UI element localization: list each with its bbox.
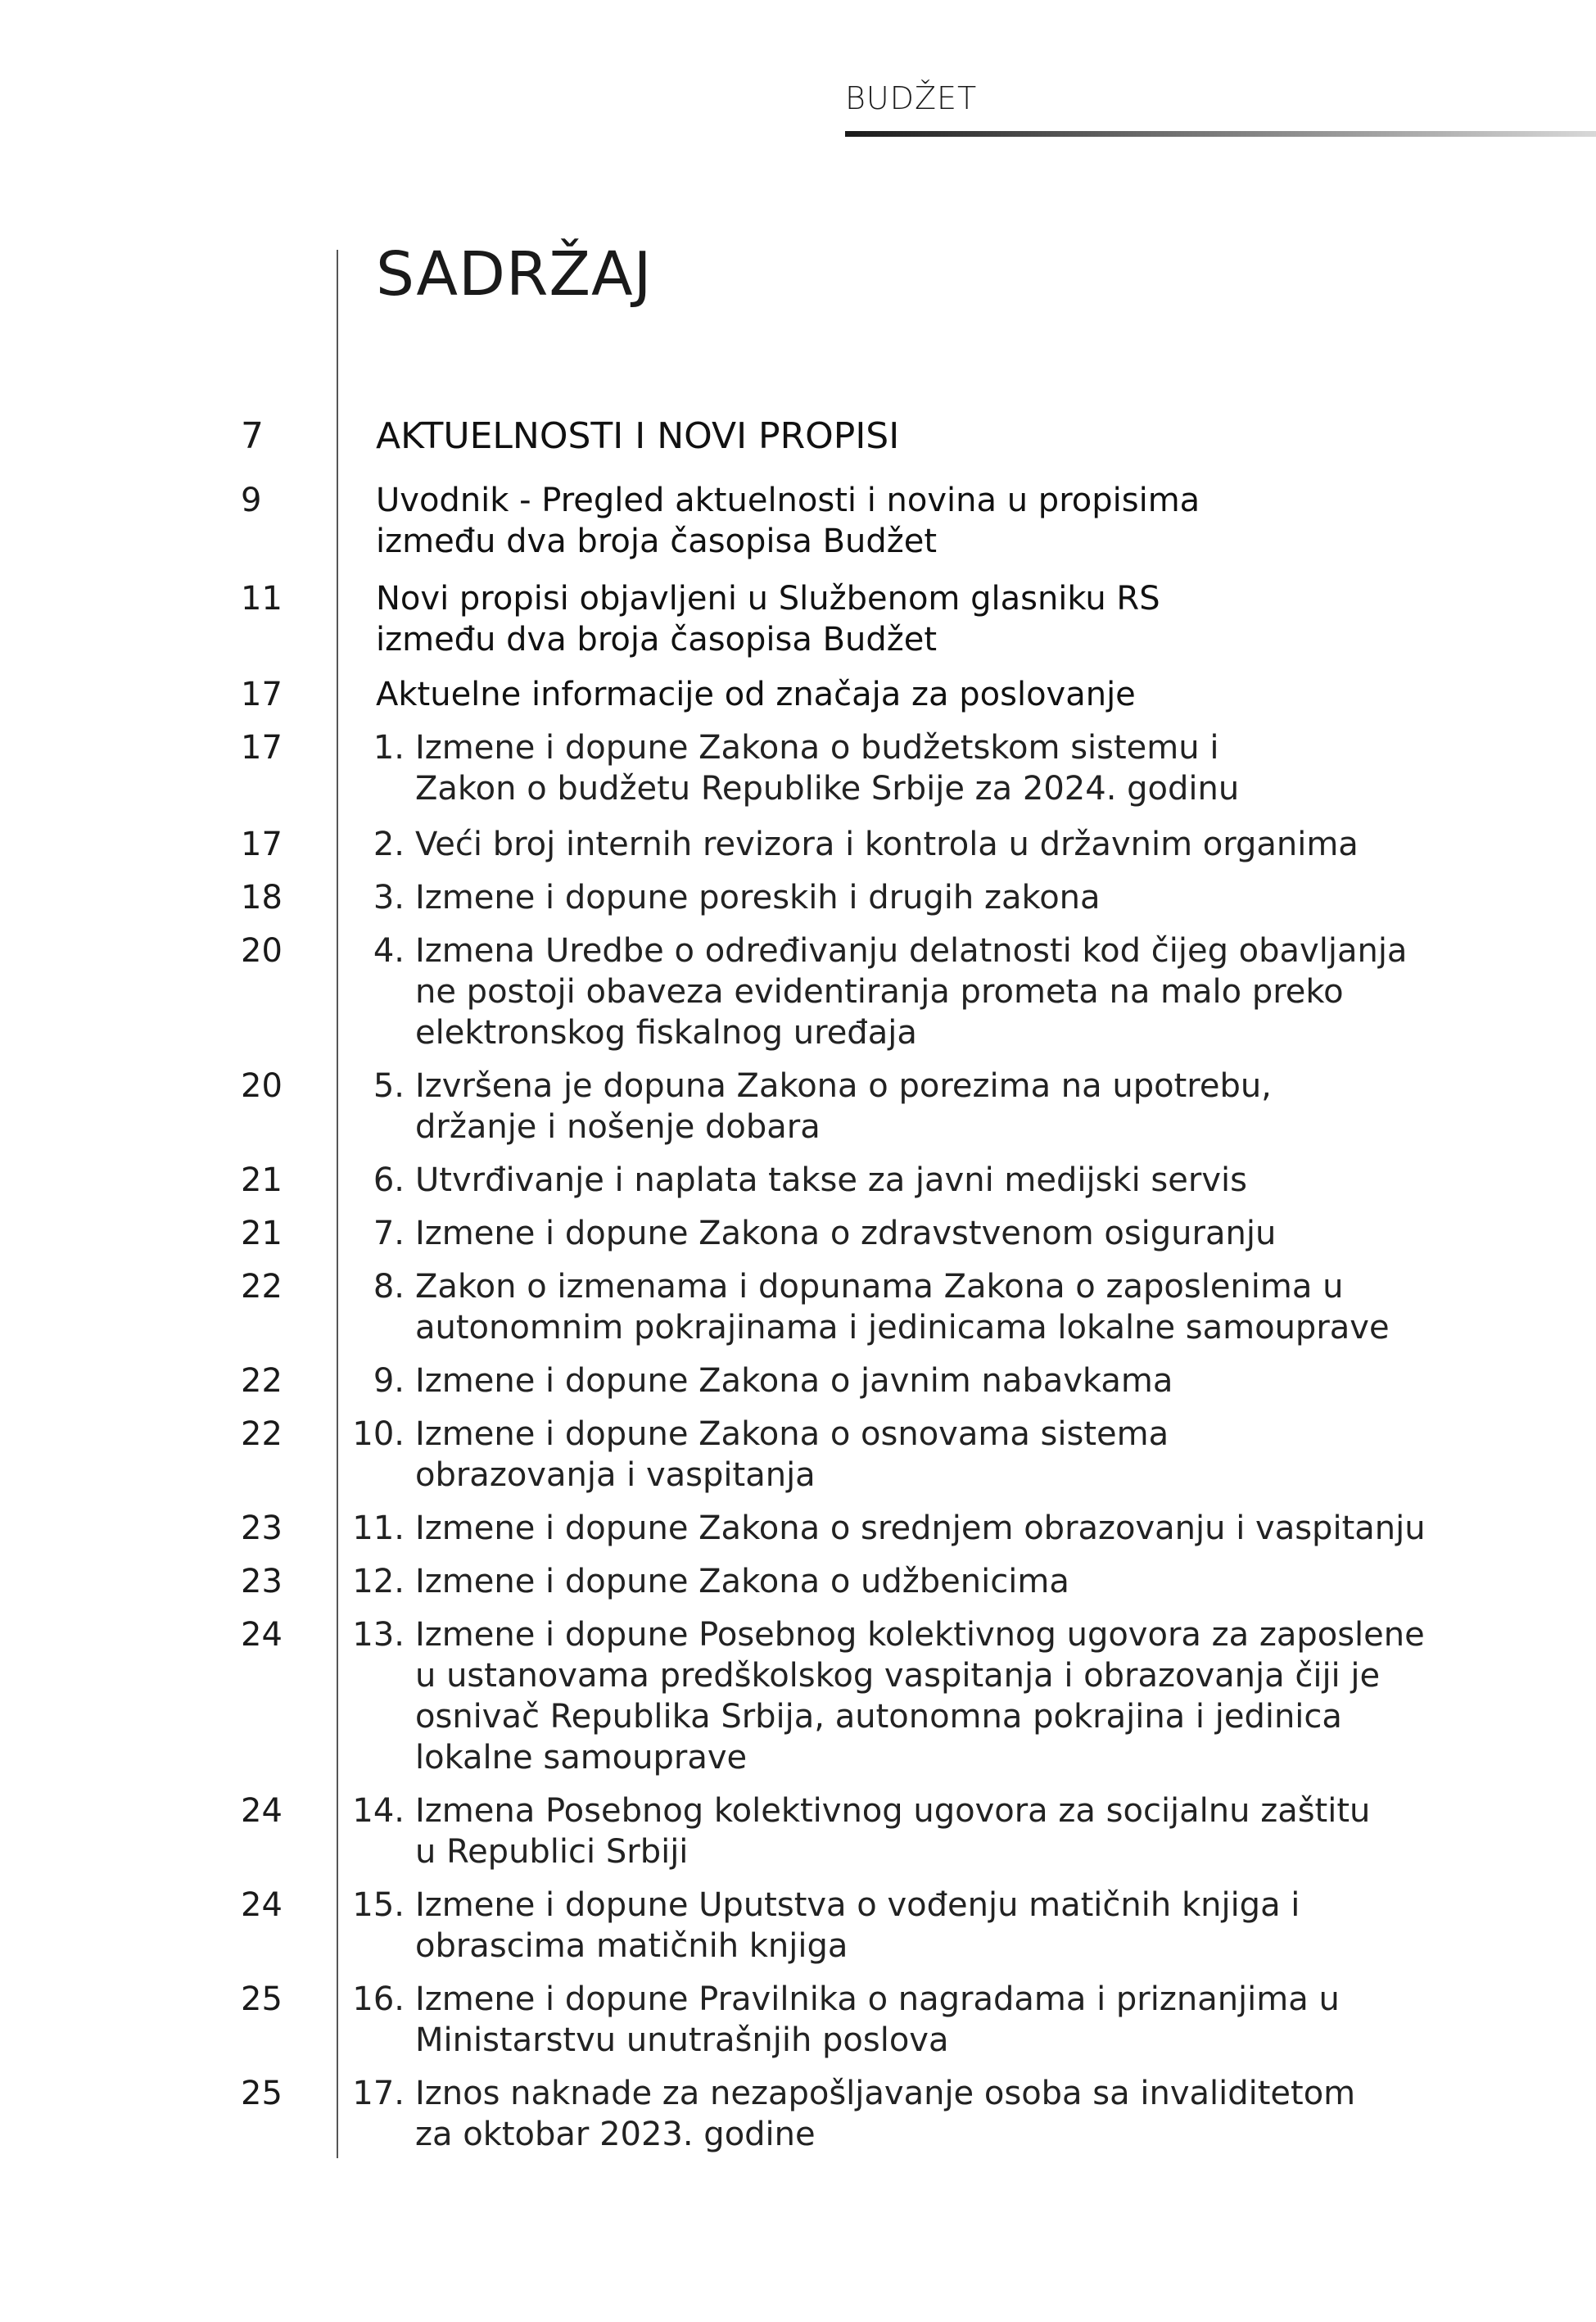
toc-item-title: Veći broj internih revizora i kontrola u državnim organima <box>415 826 1359 863</box>
toc-page-number: 23 <box>241 1563 283 1600</box>
vertical-divider <box>337 250 338 2158</box>
toc-page-number: 25 <box>241 1980 283 2018</box>
toc-entry-title: Novi propisi objavljeni u Službenom glasniku RS između dva broja časopisa Budžet <box>376 580 1160 659</box>
toc-page-number: 22 <box>241 1362 283 1400</box>
toc-page-number: 25 <box>241 2075 283 2112</box>
toc-item-title: Izmene i dopune poreskih i drugih zakona <box>415 879 1101 917</box>
toc-page-number: 17 <box>241 729 283 767</box>
toc-item-number: 6. <box>373 1161 405 1199</box>
toc-page-number: 18 <box>241 879 283 917</box>
toc-item-number: 9. <box>373 1362 405 1400</box>
toc-item-title: Izmene i dopune Zakona o javnim nabavkama <box>415 1362 1173 1400</box>
toc-item-title: Izmene i dopune Pravilnika o nagradama i priznanjima u Ministarstvu unutrašnjih poslova <box>415 1980 1340 2059</box>
toc-item-title: Izmene i dopune Zakona o srednjem obrazovanju i vaspitanju <box>415 1510 1426 1547</box>
toc-item-title: Zakon o izmenama i dopunama Zakona o zaposlenima u autonomnim pokrajinama i jedinicama lokalne samouprave <box>415 1268 1390 1347</box>
toc-item-title: Izmene i dopune Zakona o budžetskom sistemu i Zakon o budžetu Republike Srbije za 2024. godinu <box>415 729 1240 808</box>
header-rule <box>845 131 1596 137</box>
toc-item-number: 15. <box>352 1886 405 1924</box>
toc-item-number: 2. <box>373 826 405 863</box>
toc-page-number: 17 <box>241 676 283 713</box>
toc-page-number: 24 <box>241 1886 283 1924</box>
toc-page-number: 24 <box>241 1616 283 1654</box>
toc-item-title: Izmene i dopune Zakona o zdravstvenom osiguranju <box>415 1215 1277 1252</box>
toc-item-title: Izmene i dopune Posebnog kolektivnog ugovora za zaposlene u ustanovama predškolskog vaspitanja i obrazovanja čiji je osnivač Republika Srbija, autonomna pokrajina i jedinica lokalne samouprave <box>415 1616 1425 1777</box>
page-title: SADRŽAJ <box>376 239 653 310</box>
toc-page-number: 21 <box>241 1161 283 1199</box>
toc-page-number: 20 <box>241 932 283 970</box>
toc-item-title: Izmena Uredbe o određivanju delatnosti kod čijeg obavljanja ne postoji obaveza evidentiranja prometa na malo preko elektronskog fiskalnog uređaja <box>415 932 1408 1052</box>
toc-item-number: 16. <box>352 1980 405 2018</box>
toc-item-number: 3. <box>373 879 405 917</box>
toc-item-number: 5. <box>373 1067 405 1105</box>
toc-entry-title: Uvodnik - Pregled aktuelnosti i novina u propisima između dva broja časopisa Budžet <box>376 482 1200 560</box>
toc-page-number: 23 <box>241 1510 283 1547</box>
toc-section-title: AKTUELNOSTI I NOVI PROPISI <box>376 415 900 457</box>
toc-item-number: 7. <box>373 1215 405 1252</box>
toc-item-number: 13. <box>352 1616 405 1654</box>
toc-entry-title: Aktuelne informacije od značaja za poslovanje <box>376 676 1136 713</box>
toc-page-number: 20 <box>241 1067 283 1105</box>
toc-item-title: Iznos naknade za nezapošljavanje osoba sa invaliditetom za oktobar 2023. godine <box>415 2075 1356 2153</box>
toc-page-number: 22 <box>241 1415 283 1453</box>
toc-item-number: 4. <box>373 932 405 970</box>
toc-item-title: Izvršena je dopuna Zakona o porezima na upotrebu, držanje i nošenje dobara <box>415 1067 1272 1146</box>
toc-item-title: Utvrđivanje i naplata takse za javni medijski servis <box>415 1161 1247 1199</box>
toc-page-number: 21 <box>241 1215 283 1252</box>
toc-page-number: 11 <box>241 580 283 618</box>
toc-item-title: Izmene i dopune Uputstva o vođenju matičnih knjiga i obrascima matičnih knjiga <box>415 1886 1300 1965</box>
toc-item-number: 12. <box>352 1563 405 1600</box>
toc-page-number: 7 <box>241 415 264 457</box>
toc-page-number: 17 <box>241 826 283 863</box>
toc-item-number: 1. <box>373 729 405 767</box>
toc-item-title: Izmene i dopune Zakona o udžbenicima <box>415 1563 1069 1600</box>
toc-item-title: Izmena Posebnog kolektivnog ugovora za socijalnu zaštitu u Republici Srbiji <box>415 1792 1371 1871</box>
toc-item-number: 10. <box>352 1415 405 1453</box>
toc-page-number: 9 <box>241 482 262 519</box>
toc-item-number: 17. <box>352 2075 405 2112</box>
toc-item-title: Izmene i dopune Zakona o osnovama sistema obrazovanja i vaspitanja <box>415 1415 1169 1494</box>
running-header: BUDŽET <box>845 80 978 116</box>
toc-page-number: 24 <box>241 1792 283 1830</box>
toc-item-number: 11. <box>352 1510 405 1547</box>
toc-item-number: 14. <box>352 1792 405 1830</box>
toc-item-number: 8. <box>373 1268 405 1306</box>
toc-page-number: 22 <box>241 1268 283 1306</box>
